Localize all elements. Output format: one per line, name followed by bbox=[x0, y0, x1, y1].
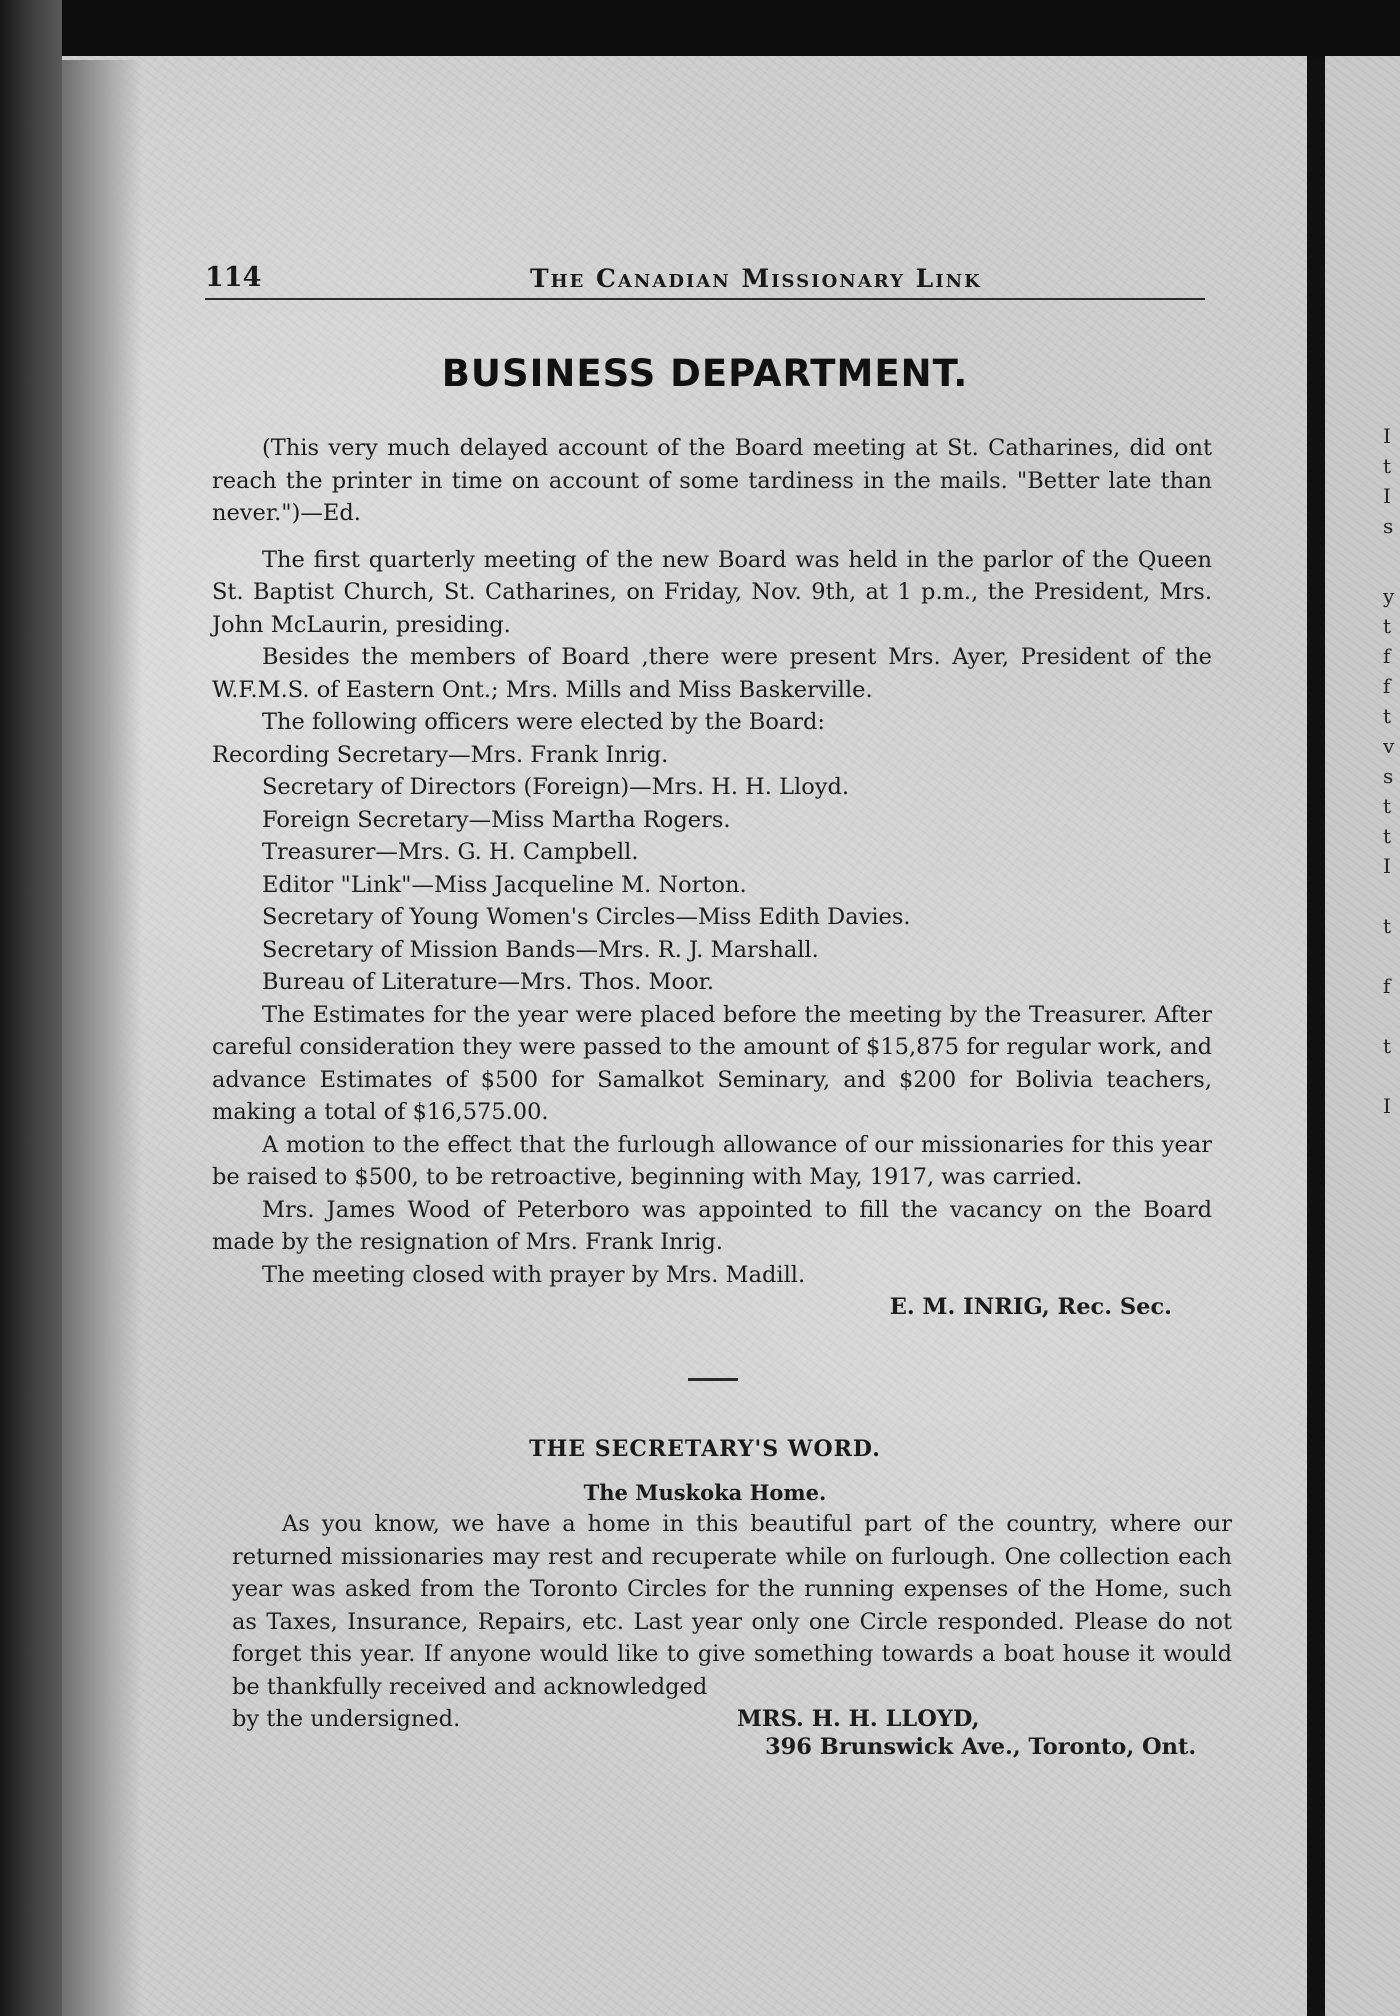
paragraph: Mrs. James Wood of Peterboro was appointed to fill the vacancy on the Board made by the resignation of Mrs. Frank Inrig. bbox=[212, 1196, 1212, 1255]
adjacent-page-fragment: t bbox=[1383, 704, 1392, 728]
section-title: BUSINESS DEPARTMENT. bbox=[441, 352, 969, 395]
officer-entry: Secretary of Directors (Foreign)—Mrs. H. H. Lloyd. bbox=[262, 774, 850, 800]
adjacent-page-fragment: I bbox=[1383, 854, 1391, 878]
adjacent-page-fragment: f bbox=[1383, 674, 1391, 698]
secretary-section-title: THE SECRETARY'S WORD. bbox=[529, 1436, 881, 1462]
header-rule bbox=[205, 298, 1205, 300]
officer-entry: Secretary of Young Women's Circles—Miss Edith Davies. bbox=[262, 904, 911, 930]
running-head bbox=[205, 262, 1205, 302]
paragraph: A motion to the effect that the furlough allowance of our missionaries for this year be raised to $500, to be retroactive, beginning with May, 1917, was carried. bbox=[212, 1131, 1212, 1190]
adjacent-page-fragment: t bbox=[1383, 454, 1392, 478]
adjacent-page-fragment: v bbox=[1383, 734, 1395, 758]
adjacent-page-fragment: I bbox=[1383, 484, 1391, 508]
adjacent-page-fragment: f bbox=[1383, 974, 1391, 998]
gutter-shadow bbox=[62, 60, 142, 2016]
signature: E. M. INRIG, Rec. Sec. bbox=[889, 1294, 1172, 1320]
adjacent-page-fragment: s bbox=[1383, 764, 1394, 788]
officer-entry: Bureau of Literature—Mrs. Thos. Moor. bbox=[262, 969, 715, 995]
paragraph: The meeting closed with prayer by Mrs. Madill. bbox=[262, 1261, 806, 1288]
adjacent-page-fragment: t bbox=[1383, 1034, 1392, 1058]
officer-entry: Secretary of Mission Bands—Mrs. R. J. Marshall. bbox=[262, 936, 819, 963]
paragraph: Besides the members of Board ,there were present Mrs. Ayer, President of the W.F.M.S. of Eastern Ont.; Mrs. Mills and Miss Baskerville. bbox=[212, 644, 1212, 703]
adjacent-page-fragment: s bbox=[1383, 514, 1394, 538]
paragraph: The first quarterly meeting of the new Board was held in the parlor of the Queen St. Baptist Church, St. Catharines, on Friday, Nov. 9th, at 1 p.m., the President, Mrs. John McLaurin, presiding. bbox=[212, 546, 1212, 638]
adjacent-page-fragment: y bbox=[1383, 584, 1395, 608]
adjacent-page-fragment: I bbox=[1383, 1094, 1391, 1118]
article-body bbox=[212, 432, 1212, 1324]
officer-entry: Recording Secretary—Mrs. Frank Inrig. bbox=[212, 741, 669, 768]
paragraph: The following officers were elected by the Board: bbox=[262, 709, 826, 735]
officer-entry: Treasurer—Mrs. G. H. Campbell. bbox=[262, 839, 639, 865]
scan-top-border bbox=[0, 0, 1400, 56]
book-binding bbox=[0, 0, 62, 2016]
officer-entry: Editor "Link"—Miss Jacqueline M. Norton. bbox=[262, 871, 747, 898]
secretary-body bbox=[232, 1508, 1232, 1735]
adjacent-page-fragment: t bbox=[1383, 914, 1392, 938]
section-divider bbox=[688, 1378, 738, 1381]
adjacent-page-fragment: t bbox=[1383, 614, 1392, 638]
paragraph: As you know, we have a home in this beautiful part of the country, where our returned missionaries may rest and recuperate while on furlough. One collection each year was asked from the Toronto Circles for the running expenses of the Home, such as Taxes, Insurance, Repairs, etc. Last year only one Circle responded. Please do not forget this year. If anyone would like to give something towards a boat house it would be thankfully received and acknowledged bbox=[232, 1511, 1232, 1700]
adjacent-page-fragment: I bbox=[1383, 424, 1391, 448]
adjacent-page-fragment: t bbox=[1383, 794, 1392, 818]
page-edge-shadow bbox=[1307, 60, 1325, 2016]
closing-text: by the undersigned. bbox=[232, 1706, 461, 1732]
closing-line bbox=[232, 1703, 1232, 1735]
adjacent-page bbox=[1325, 56, 1400, 2016]
adjacent-page-fragment: f bbox=[1383, 644, 1391, 668]
adjacent-page-fragment: t bbox=[1383, 824, 1392, 848]
officer-entry: Foreign Secretary—Miss Martha Rogers. bbox=[262, 806, 731, 833]
page-number: 114 bbox=[205, 262, 262, 293]
secretary-signature: MRS. H. H. LLOYD, bbox=[737, 1706, 980, 1732]
secretary-address: 396 Brunswick Ave., Toronto, Ont. bbox=[765, 1734, 1197, 1760]
secretary-subtitle: The Muskoka Home. bbox=[583, 1480, 827, 1505]
paragraph: The Estimates for the year were placed before the meeting by the Treasurer. After careful consideration they were passed to the amount of $15,875 for regular work, and advance Estimates of $500 for Samalkot Seminary, and $200 for Bolivia teachers, making a total of $16,575.00. bbox=[212, 1001, 1212, 1125]
editor-note: (This very much delayed account of the Board meeting at St. Catharines, did ont reach the printer in time on account of some tardiness in the mails. "Better late than never.")—Ed. bbox=[212, 435, 1212, 526]
journal-title: The Canadian Missionary Link bbox=[530, 264, 982, 293]
